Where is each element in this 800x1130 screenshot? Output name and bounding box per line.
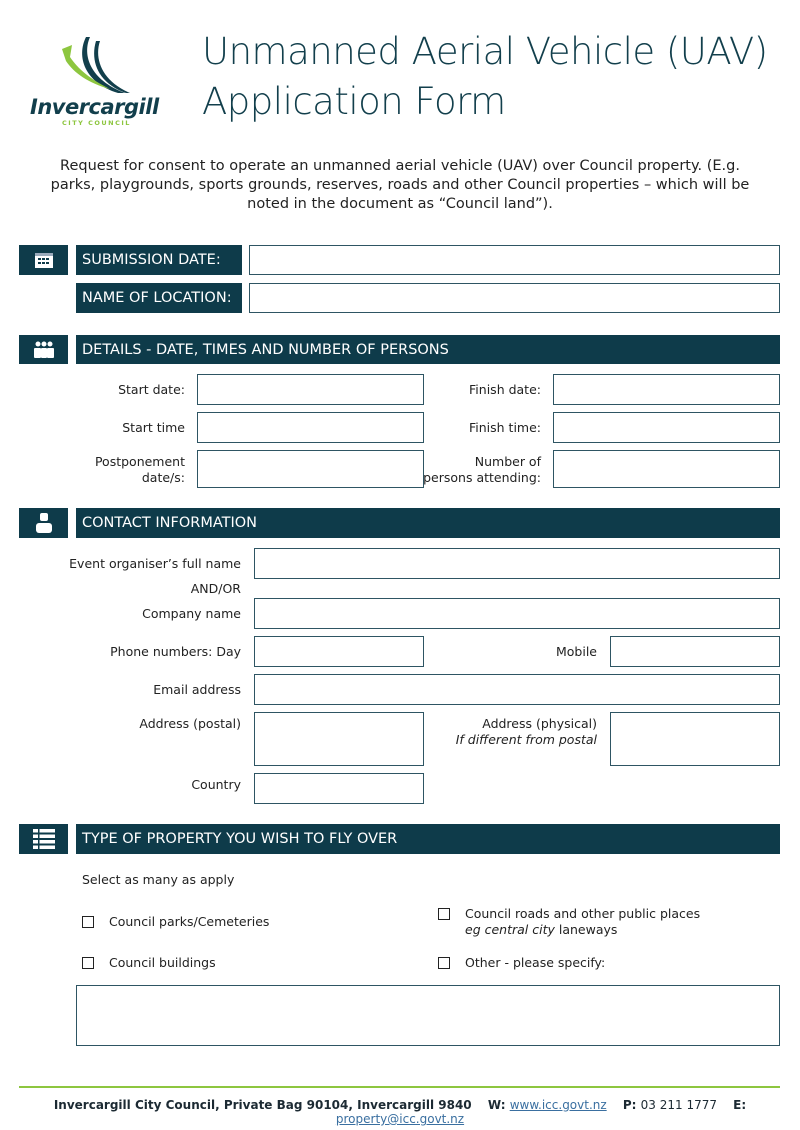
- physical-address-input[interactable]: [610, 712, 780, 766]
- council-logo: [30, 35, 158, 130]
- form-title-line2: Application Form: [202, 80, 506, 123]
- roads-option-text: Council roads and other public places: [465, 906, 701, 921]
- roads-note-italic: eg central city: [465, 922, 555, 937]
- mobile-input[interactable]: [610, 636, 780, 667]
- postal-address-label: Address (postal): [139, 716, 241, 731]
- roads-note-rest: laneways: [554, 922, 618, 937]
- physical-address-label: [430, 716, 597, 748]
- buildings-checkbox[interactable]: [82, 957, 94, 969]
- people-icon: [19, 335, 68, 364]
- company-input[interactable]: [254, 598, 780, 629]
- persons-label: [400, 454, 541, 486]
- country-input[interactable]: [254, 773, 424, 804]
- calendar-icon: [19, 245, 68, 275]
- phone-day-input[interactable]: [254, 636, 424, 667]
- other-option-label: Other - please specify:: [465, 955, 606, 970]
- logo-subtitle: CITY COUNCIL: [62, 119, 131, 127]
- organiser-input[interactable]: [254, 548, 780, 579]
- roads-checkbox[interactable]: [438, 908, 450, 920]
- property-instruction: Select as many as apply: [82, 872, 235, 887]
- email-input[interactable]: [254, 674, 780, 705]
- list-icon: [19, 824, 68, 854]
- footer-address: Invercargill City Council, Private Bag 90104, Invercargill 9840: [53, 1098, 472, 1112]
- footer-contact: [0, 1098, 800, 1126]
- submission-date-input[interactable]: [249, 245, 780, 275]
- finish-time-label: Finish time:: [468, 420, 541, 435]
- physical-address-label-text: Address (physical): [482, 716, 597, 731]
- email-label: Email address: [153, 682, 241, 697]
- persons-input[interactable]: [553, 450, 780, 488]
- persons-label-line2: persons attending:: [423, 470, 541, 485]
- contact-header: CONTACT INFORMATION: [76, 508, 780, 538]
- footer-divider: [19, 1086, 780, 1088]
- location-input[interactable]: [249, 283, 780, 313]
- postal-address-input[interactable]: [254, 712, 424, 766]
- intro-text: Request for consent to operate an unmanned aerial vehicle (UAV) over Council property. (E.g. parks, playgrounds, sports grounds, reserves, roads and other Council properties – which will be noted in the document as “Council land”).: [50, 158, 750, 212]
- finish-date-label: Finish date:: [469, 382, 541, 397]
- property-header: TYPE OF PROPERTY YOU WISH TO FLY OVER: [76, 824, 780, 854]
- company-label: Company name: [142, 606, 241, 621]
- postponement-label-line2: date/s:: [141, 470, 185, 485]
- postponement-label-line1: Postponement: [94, 454, 185, 469]
- country-label: Country: [191, 777, 241, 792]
- andor-label: AND/OR: [190, 581, 241, 596]
- start-date-input[interactable]: [197, 374, 424, 405]
- physical-address-note: If different from postal: [455, 732, 597, 747]
- start-date-label: Start date:: [118, 382, 185, 397]
- parks-checkbox[interactable]: [82, 916, 94, 928]
- location-label: NAME OF LOCATION:: [76, 283, 242, 313]
- start-time-label: Start time: [122, 420, 185, 435]
- details-header: DETAILS - DATE, TIMES AND NUMBER OF PERSONS: [76, 335, 780, 364]
- start-time-input[interactable]: [197, 412, 424, 443]
- buildings-option-label: Council buildings: [109, 955, 216, 970]
- other-checkbox[interactable]: [438, 957, 450, 969]
- phone-day-label: Phone numbers: Day: [110, 644, 241, 659]
- postponement-input[interactable]: [197, 450, 424, 488]
- finish-date-input[interactable]: [553, 374, 780, 405]
- mobile-label: Mobile: [555, 644, 597, 659]
- footer-email-link[interactable]: property@icc.govt.nz: [335, 1112, 465, 1126]
- submission-date-label: SUBMISSION DATE:: [76, 245, 242, 275]
- footer-website-link[interactable]: www.icc.govt.nz: [509, 1098, 607, 1112]
- parks-option-label: Council parks/Cemeteries: [109, 914, 270, 929]
- roads-option-note: [465, 922, 700, 938]
- finish-time-input[interactable]: [553, 412, 780, 443]
- other-specify-textarea[interactable]: [76, 985, 780, 1046]
- footer-e-label: E:: [733, 1098, 747, 1112]
- persons-label-line1: Number of: [474, 454, 541, 469]
- roads-option-label: [465, 906, 700, 938]
- footer-w-label: W:: [487, 1098, 506, 1112]
- footer-p-label: P:: [622, 1098, 637, 1112]
- postponement-label: [60, 454, 185, 486]
- person-icon: [19, 508, 68, 538]
- organiser-label: Event organiser’s full name: [69, 556, 241, 571]
- logo-wordmark: Invercargill: [30, 95, 159, 119]
- footer-phone: 03 211 1777: [640, 1098, 717, 1112]
- form-title-line1: Unmanned Aerial Vehicle (UAV): [202, 30, 768, 73]
